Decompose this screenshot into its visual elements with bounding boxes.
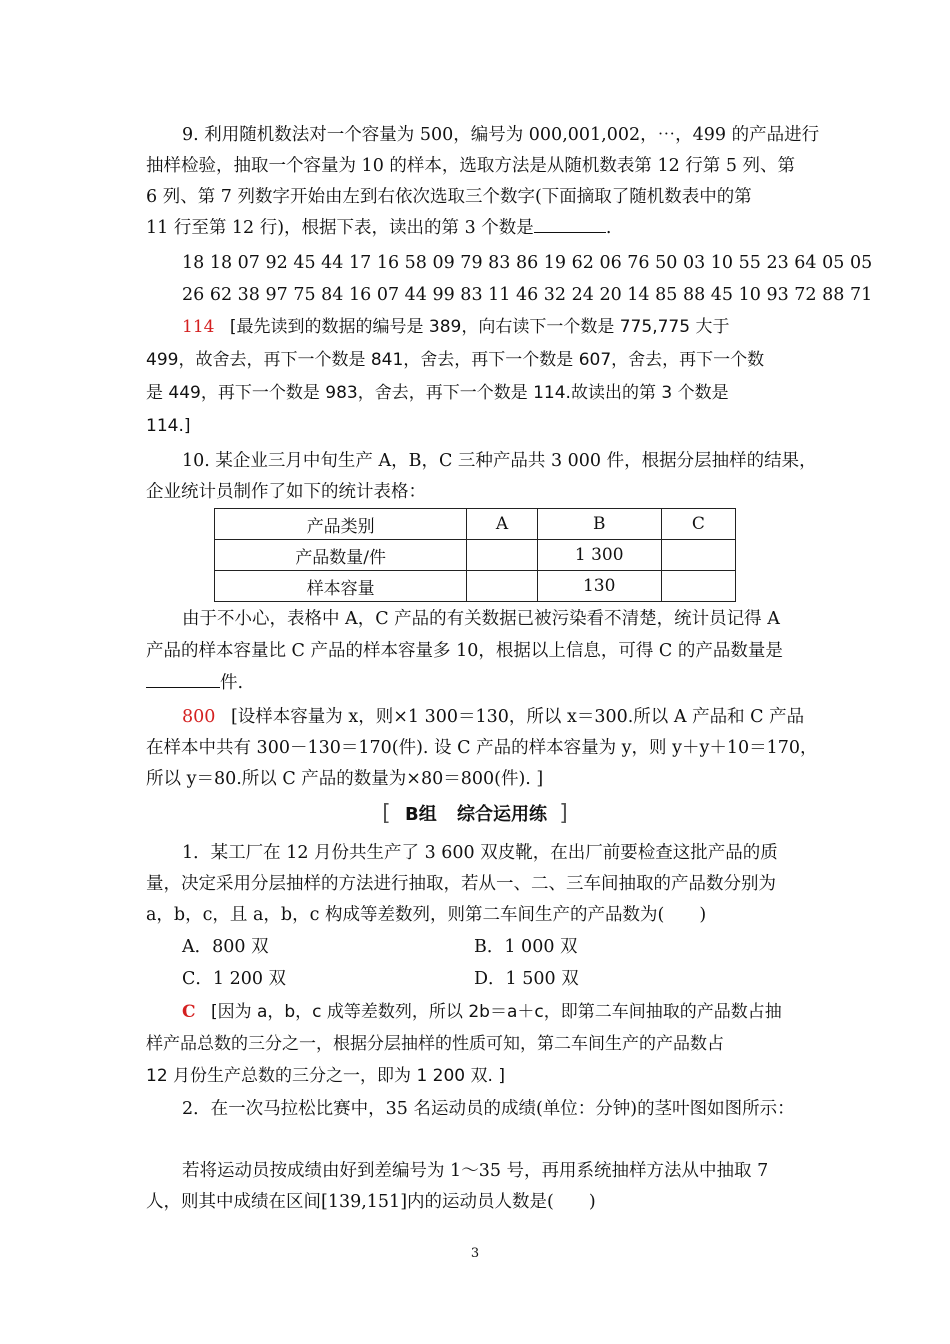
section-title: 综合运用练	[457, 804, 547, 825]
answer-blank	[146, 669, 220, 688]
section-b-heading	[0, 800, 950, 826]
b2-line-3: 人，则其中成绩在区间[139,151]内的运动员人数是( )	[146, 1192, 596, 1212]
q9-line-1: 9. 利用随机数法对一个容量为 500，编号为 000,001,002，⋯，499 的产品进行	[182, 125, 820, 145]
q9-explain-3: 是 449，再下一个数是 983，舍去，再下一个数是 114.故读出的第 3 个数是	[146, 383, 729, 403]
b2-line-1: 2．在一次马拉松比赛中，35 名运动员的成绩(单位：分钟)的茎叶图如图所示：	[182, 1099, 795, 1119]
table-header-cell: A	[467, 509, 537, 540]
q10-answer-line-1	[182, 702, 852, 732]
q9-line-4-text: 11 行至第 12 行)，根据下表，读出的第 3 个数是	[146, 218, 534, 238]
q10-line-1: 10. 某企业三月中旬生产 A，B，C 三种产品共 3 000 件，根据分层抽样的结果，	[182, 451, 817, 471]
table-cell: 130	[537, 571, 661, 602]
q10-explain-2: 在样本中共有 300－130＝170(件). 设 C 产品的样本容量为 y，则 y＋y＋10＝170，	[146, 738, 818, 758]
table-header-cell: C	[661, 509, 735, 540]
table-cell: 1 300	[537, 540, 661, 571]
b1-explain-1: [因为 a，b，c 成等差数列，所以 2b＝a＋c，即第二车间抽取的产品数占抽	[210, 1002, 782, 1022]
q10-after-2: 产品的样本容量比 C 产品的样本容量多 10，根据以上信息，可得 C 的产品数量是	[146, 641, 783, 661]
b1-explain-2: 样产品总数的三分之一，根据分层抽样的性质可知，第二车间生产的产品数占	[146, 1034, 724, 1054]
random-table-row-11: 18 18 07 92 45 44 17 16 58 09 79 83 86 19 62 06 76 50 03 10 55 23 64 05 05	[182, 253, 873, 273]
q10-explain-3: 所以 y＝80.所以 C 产品的数量为×80＝800(件). ]	[146, 769, 544, 789]
table-cell	[467, 540, 537, 571]
table-cell: 样本容量	[215, 571, 467, 602]
b1-line-2: 量，决定采用分层抽样的方法进行抽取，若从一、二、三车间抽取的产品数分别为	[146, 874, 776, 894]
table-cell	[661, 571, 735, 602]
bracket-right: ]	[559, 801, 568, 826]
b1-option-b: B．1 000 双	[474, 937, 578, 957]
answer-blank	[534, 214, 606, 233]
q9-line-3: 6 列、第 7 列数字开始由左到右依次选取三个数字(下面摘取了随机数表中的第	[146, 187, 752, 207]
q9-line-4	[146, 213, 816, 243]
q9-line-2: 抽样检验，抽取一个容量为 10 的样本，选取方法是从随机数表第 12 行第 5 列、第	[146, 156, 796, 176]
q9-explain-4: 114.]	[146, 416, 191, 436]
b1-option-a: A．800 双	[182, 937, 269, 957]
b2-line-2: 若将运动员按成绩由好到差编号为 1～35 号，再用系统抽样方法从中抽取 7	[182, 1161, 769, 1181]
b1-answer-line-1	[182, 997, 852, 1027]
b1-line-1: 1．某工厂在 12 月份共生产了 3 600 双皮靴，在出厂前要检查这批产品的质	[182, 843, 778, 863]
table-cell	[467, 571, 537, 602]
table-cell	[661, 540, 735, 571]
b1-line-3: a，b，c，且 a，b，c 构成等差数列，则第二车间生产的产品数为( )	[146, 905, 707, 925]
table-row	[215, 540, 736, 571]
table-header-cell: 产品类别	[215, 509, 467, 540]
table-header-cell: B	[537, 509, 661, 540]
page-number: 3	[470, 1246, 480, 1261]
table-cell: 产品数量/件	[215, 540, 467, 571]
q10-explain-1: [设样本容量为 x，则×1 300＝130，所以 x＝300.所以 A 产品和 C 产品	[230, 707, 805, 727]
section-letter: B组	[404, 804, 437, 825]
b1-option-c: C．1 200 双	[182, 969, 287, 989]
q10-after-1: 由于不小心，表格中 A，C 产品的有关数据已被污染看不清楚，统计员记得 A	[182, 609, 780, 629]
q10-answer: 800	[182, 707, 216, 727]
q10-line-2: 企业统计员制作了如下的统计表格：	[146, 482, 426, 502]
bracket-left: [	[382, 801, 391, 826]
q9-explain-1: [最先读到的数据的编号是 389，向右读下一个数是 775,775 大于	[229, 317, 730, 337]
random-table-row-12: 26 62 38 97 75 84 16 07 44 99 83 11 46 32 24 20 14 85 88 45 10 93 72 88 71	[182, 285, 873, 305]
q9-answer: 114	[182, 317, 215, 337]
table-header-row	[215, 509, 736, 540]
b1-explain-3: 12 月份生产总数的三分之一，即为 1 200 双. ]	[146, 1066, 505, 1086]
b1-option-d: D．1 500 双	[474, 969, 579, 989]
q10-end: 件.	[220, 673, 244, 693]
q9-answer-line-1	[182, 312, 852, 342]
q9-explain-2: 499，故舍去，再下一个数是 841，舍去，再下一个数是 607，舍去，再下一个数	[146, 350, 765, 370]
stats-table	[214, 508, 736, 602]
q10-blank-line	[146, 668, 816, 698]
b1-answer: C	[182, 1002, 196, 1022]
q9-end: .	[605, 218, 612, 238]
table-row	[215, 571, 736, 602]
